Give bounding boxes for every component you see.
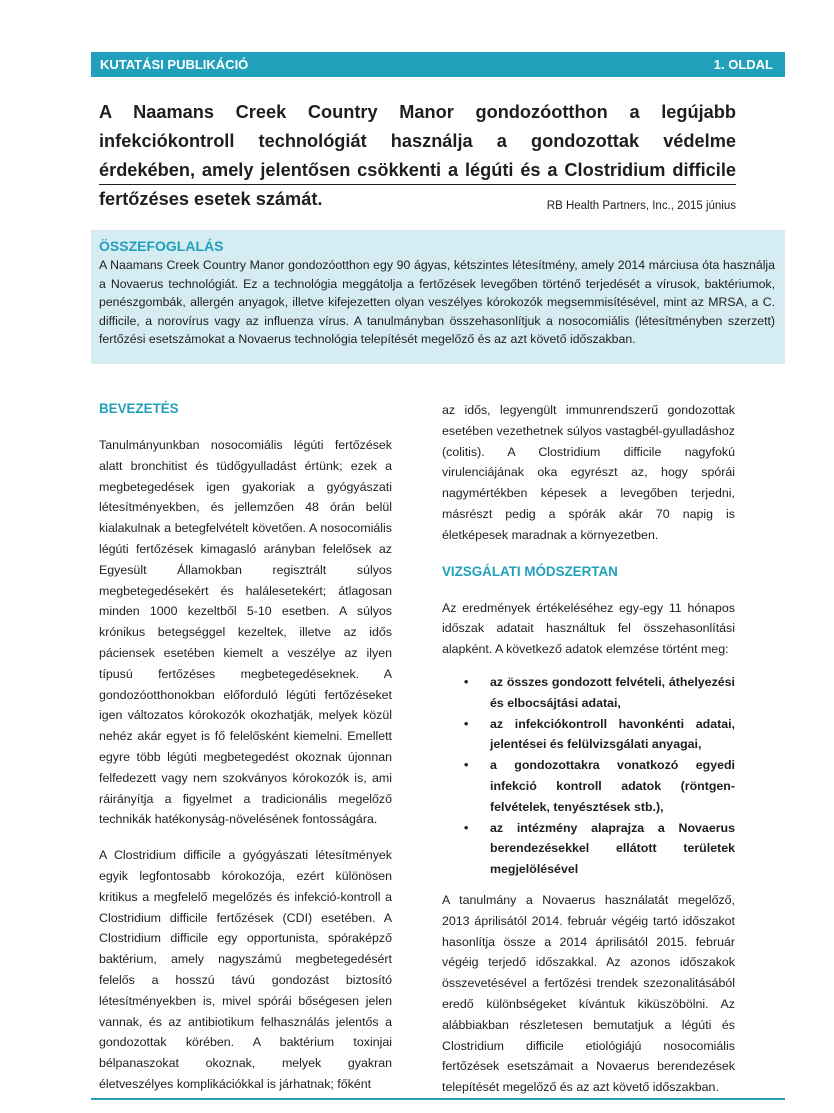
- intro-heading: BEVEZETÉS: [99, 401, 179, 416]
- list-item: • az összes gondozott felvételi, áthelyezési és elbocsájtási adatai,: [490, 672, 735, 714]
- intro-paragraph-1: Tanulmányunkban nosocomiális légúti fertőzések alatt bronchitist és tüdőgyulladást értünk; ezek a megbetegedések igen gyakoriak a gyógyászati létesítményekben, és jellemzően 48 órán belül kialakulnak a betegfelvételt követően. A nosocomiális légúti fertőzések kimagasló arányban felelősek az Egyesült Államokban regisztrált súlyos megbetegedésekért és halálesetekért; átlagosan minden 1000 kezeltből 5-10 esetben. A súlyos krónikus betegséggel kezeltek, illetve az idős páciensek esetében kiemelt a veszélye az ilyen típusú fertőzéses megbetegedéseknek. A gondozóotthonokban előforduló légúti fertőzéseket igen változatos kórokozók okozhatják, melyek közül nehéz akár egyet is fő felelősként kiemelni. Emellett egyre több légúti megbetegedést okoznak újonnan felfedezett vagy nem szokványos kórokozók is, ami ráirányítja a figyelmet a tradicionális megelőző technikák hatékonyság-növelésének fontosságára.: [99, 438, 392, 827]
- list-item: • az infekciókontroll havonkénti adatai, jelentései és felülvizsgálati anyagai,: [490, 714, 735, 756]
- bullet-icon: •: [464, 820, 469, 835]
- byline: RB Health Partners, Inc., 2015 június: [546, 200, 736, 212]
- summary-heading: ÖSSZEFOGLALÁS: [99, 238, 224, 254]
- footer-divider: [91, 1098, 785, 1100]
- header-page-number: 1. OLDAL: [713, 57, 773, 72]
- bullet-icon: •: [464, 716, 469, 731]
- summary-text: A Naamans Creek Country Manor gondozóotthon egy 90 ágyas, kétszintes létesítmény, amely 2014 márciusa óta használja a Novaerus technológiát. Ez a technológia meggátolja a fertőzések levegőben történő terjedését a vírusok, baktériumok, penészgombák, allergén anyagok, illetve kifejezetten olyan veszélyes kórokozók megsemmisítésével, mint az MRSA, a C. difficile, a norovírus vagy az influenza vírus. A tanulmányban összehasonlítjuk a nosocomiális (létesítményben szerzett) fertőzési esetszámokat a Novaerus technológia telepítését megelőző és az azt követő időszakban.: [99, 258, 775, 346]
- bullet-icon: •: [464, 758, 469, 773]
- summary-box: [91, 230, 785, 364]
- title-divider: [99, 184, 736, 185]
- list-item: • a gondozottakra vonatkozó egyedi infekció kontroll adatok (röntgen-felvételek, tenyésztések stb.),: [490, 755, 735, 817]
- left-column: [99, 398, 392, 1095]
- bullet-icon: •: [464, 674, 469, 689]
- page-title: A Naamans Creek Country Manor gondozóotthon a legújabb infekciókontroll technológiát használja a gondozottak védelme érdekében, amely jelentősen csökkenti a légúti és a Clostridium difficile fertőzéses esetek számát.: [99, 102, 736, 209]
- list-item: • az intézmény alaprajza a Novaerus berendezésekkel ellátott területek megjelölésével: [490, 818, 735, 880]
- intro-paragraph-2: A Clostridium difficile a gyógyászati létesítmények egyik legfontosabb kórokozója, ezért különösen kritikus a megfelelő megelőzés és infekció-kontroll a Clostridium difficile fertőzések (CDI) esetében. A Clostridium difficile egy opportunista, spóraképző baktérium, amely nagyszámú megbetegedésért felelős a hosszú távú gondozást biztosító létesítményekben is, mivel spórái bőségesen jelen vannak, és az antibiotikum felhasználás jelentős a gondozottak körében. A baktérium toxinjai bélpanaszokat okoznak, melyek gyakran életveszélyes komplikációkkal is járhatnak; főként: [99, 848, 392, 1091]
- right-column: [442, 400, 735, 1098]
- methods-paragraph-1: Az eredmények értékeléséhez egy-egy 11 hónapos időszak adatait használtuk fel összehasonlítási alapként. A következő adatok elemzése történt meg:: [442, 600, 735, 657]
- header-publication-type: KUTATÁSI PUBLIKÁCIÓ: [100, 57, 249, 72]
- methods-heading: VIZSGÁLATI MÓDSZERTAN: [442, 563, 618, 579]
- intro-paragraph-continuation: az idős, legyengült immunrendszerű gondozottak esetében vezethetnek súlyos vastagbél-gyulladáshoz (colitis). A Clostridium difficile nagyfokú virulenciájának oka egyrészt az, hogy spórái nagymértékben képesek a levegőben terjedni, másrészt pedig a spórák akár 70 napig is életképesek maradnak a környezetben.: [442, 403, 735, 542]
- header-bar: [91, 52, 785, 77]
- methods-data-list: [442, 672, 735, 880]
- methods-paragraph-2: A tanulmány a Novaerus használatát megelőző, 2013 áprilisától 2014. február végéig tartó időszakot hasonlítja össze a 2014 áprilisától 2015. február végéig terjedő időszakkal. Az azonos időszakok összevetésével a fertőzési trendek szezonalitásából eredő különbségeket kívántuk kiküszöbölni. Az alábbiakban részletesen bemutatjuk a légúti és Clostridium difficile etiológiájú nosocomiális fertőzések esetszámait a Novaerus berendezések telepítését megelőző és az azt követő időszakban.: [442, 892, 735, 1095]
